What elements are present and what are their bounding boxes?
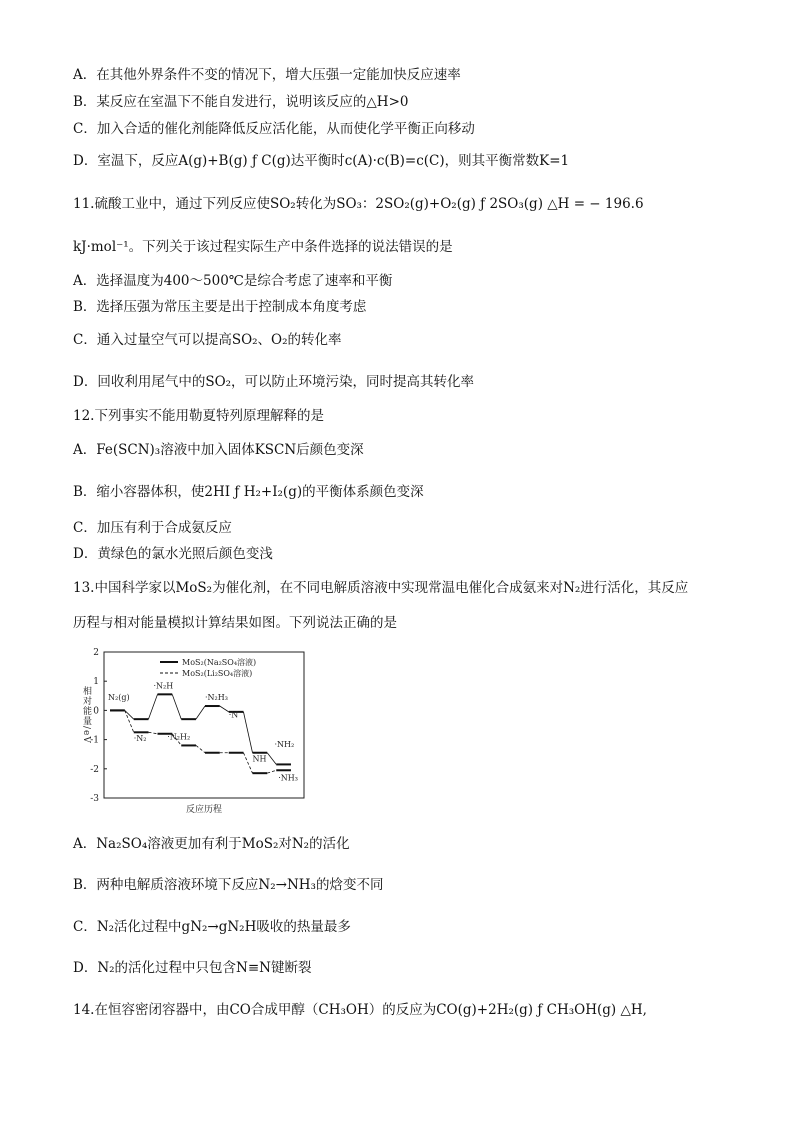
- connector-li2so4: [196, 745, 205, 752]
- point-label: NH: [252, 754, 267, 764]
- y-tick-label: 2: [93, 648, 99, 658]
- connector-na2so4: [196, 706, 205, 719]
- option-13b: B．两种电解质溶液环境下反应N₂→NH₃的焓变不同: [73, 877, 384, 893]
- chart-legend: [160, 657, 256, 678]
- option-10b: B．某反应在室温下不能自发进行，说明该反应的△H>0: [73, 94, 409, 110]
- connector-na2so4: [172, 694, 181, 719]
- y-tick-label: 1: [93, 677, 99, 688]
- connector-na2so4: [148, 694, 157, 719]
- option-13c: C．N₂活化过程中gN₂→gN₂H吸收的热量最多: [73, 919, 351, 935]
- point-label: ·N₂H₂: [167, 732, 191, 742]
- y-axis-label: 相对能量/eV: [81, 686, 91, 744]
- option-10d: D．室温下，反应A(g)+B(g) ƒ C(g)达平衡时c(A)·c(B)=c(C)，则其平衡常数K=1: [73, 153, 570, 169]
- option-11c: C．通入过量空气可以提高SO₂、O₂的转化率: [73, 332, 342, 348]
- y-tick-label: 0: [93, 706, 99, 717]
- question-12-stem: 12.下列事实不能用勒夏特列原理解释的是: [73, 408, 324, 424]
- connector-na2so4: [243, 712, 252, 753]
- option-11b: B．选择压强为常压主要是出于控制成本角度考虑: [73, 299, 367, 315]
- point-label: ·N: [228, 710, 239, 720]
- option-12c: C．加压有利于合成氨反应: [73, 520, 232, 536]
- option-13a: A．Na₂SO₄溶液更加有利于MoS₂对N₂的活化: [73, 836, 350, 852]
- connector-li2so4: [148, 732, 157, 733]
- question-13-stem: 13.中国科学家以MoS₂为催化剂，在不同电解质溶液中实现常温电催化合成氨来对N₂进行活化，其反应: [73, 580, 689, 596]
- connector-li2so4: [243, 753, 252, 773]
- connector-li2so4: [125, 710, 134, 732]
- question-14-stem: 14.在恒容密闭容器中，由CO合成甲醇（CH₃OH）的反应为CO(g)+2H₂(g) ƒ CH₃OH(g) △H,: [73, 1002, 647, 1018]
- point-label: N₂(g): [108, 693, 130, 703]
- legend-label: MoS₂(Li₂SO₄溶液): [182, 669, 253, 678]
- y-tick-label: -2: [90, 764, 99, 775]
- chart-marks: [108, 682, 298, 783]
- point-label: ·N₂: [133, 734, 147, 744]
- option-12b: B．缩小容器体积，使2HI ƒ H₂+I₂(g)的平衡体系颜色变深: [73, 484, 424, 500]
- connector-li2so4: [267, 770, 276, 773]
- point-label: ·NH₂: [274, 739, 295, 749]
- y-tick-label: -1: [90, 735, 99, 746]
- option-11a: A．选择温度为400～500℃是综合考虑了速率和平衡: [73, 273, 393, 289]
- option-12a: A．Fe(SCN)₃溶液中加入固体KSCN后颜色变深: [73, 442, 364, 458]
- point-label: ·NH₃: [278, 773, 298, 783]
- option-10a: A．在其他外界条件不变的情况下，增大压强一定能加快反应速率: [73, 67, 461, 83]
- x-axis-label: 反应历程: [185, 805, 223, 815]
- point-label: ·N₂H: [153, 681, 174, 691]
- option-12d: D．黄绿色的氯水光照后颜色变浅: [73, 546, 273, 562]
- question-13-stem-cont: 历程与相对能量模拟计算结果如图。下列说法正确的是: [73, 615, 397, 631]
- option-10c: C．加入合适的催化剂能降低反应活化能，从而使化学平衡正向移动: [73, 121, 475, 137]
- connector-na2so4: [220, 706, 229, 712]
- energy-profile-chart: [78, 646, 308, 816]
- connector-na2so4: [125, 710, 134, 719]
- point-label: ·N₂H₃: [205, 693, 228, 703]
- connector-na2so4: [267, 753, 276, 765]
- legend-label: MoS₂(Na₂SO₄溶液): [182, 658, 257, 667]
- option-11d: D．回收利用尾气中的SO₂，可以防止环境污染，同时提高其转化率: [73, 374, 475, 390]
- question-11-stem-cont: kJ·mol⁻¹。下列关于该过程实际生产中条件选择的说法错误的是: [73, 239, 453, 255]
- option-13d: D．N₂的活化过程中只包含N≡N键断裂: [73, 960, 312, 976]
- y-tick-label: -3: [90, 794, 99, 804]
- question-11-stem: 11.硫酸工业中，通过下列反应使SO₂转化为SO₃：2SO₂(g)+O₂(g) ƒ 2SO₃(g) △H = − 196.6: [73, 196, 644, 212]
